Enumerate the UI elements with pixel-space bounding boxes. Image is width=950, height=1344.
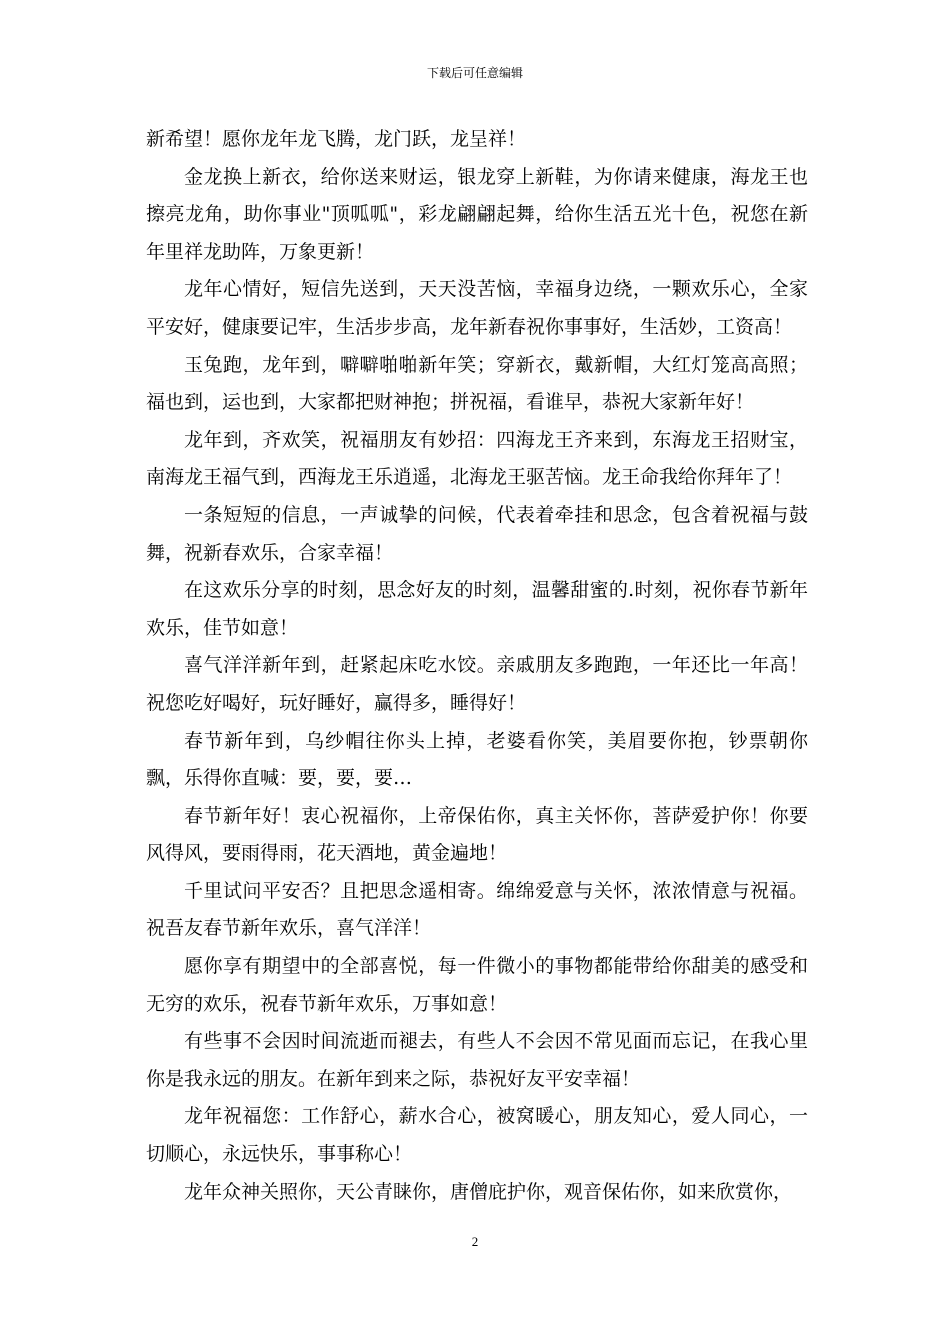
paragraph: 春节新年好！衷心祝福你，上帝保佑你，真主关怀你，菩萨爱护你！你要风得风，要雨得雨，花天酒地，黄金遍地！ [146,804,808,865]
paragraph: 愿你享有期望中的全部喜悦，每一件微小的事物都能带给你甜美的感受和无穷的欢乐，祝春节新年欢乐，万事如意！ [146,955,808,1015]
paragraph: 玉兔跑，龙年到，噼噼啪啪新年笑；穿新衣，戴新帽，大红灯笼高高照；福也到，运也到，大家都把财神抱；拼祝福，看谁早，恭祝大家新年好！ [146,353,808,414]
paragraph: 喜气洋洋新年到，赶紧起床吃水饺。亲戚朋友多跑跑，一年还比一年高！祝您吃好喝好，玩好睡好，赢得多，睡得好！ [146,654,808,714]
paragraph: 金龙换上新衣，给你送来财运，银龙穿上新鞋，为你请来健康，海龙王也擦亮龙角，助你事业"顶呱呱"，彩龙翩翩起舞，给你生活五光十色，祝您在新年里祥龙助阵，万象更新！ [146,165,808,263]
paragraph: 龙年到，齐欢笑，祝福朋友有妙招：四海龙王齐来到，东海龙王招财宝，南海龙王福气到，西海龙王乐逍遥，北海龙王驱苦恼。龙王命我给你拜年了！ [146,428,808,489]
page-number: 2 [471,1234,479,1249]
paragraph: 龙年心情好，短信先送到，天天没苦恼，幸福身边绕，一颗欢乐心，全家平安好，健康要记牢，生活步步高，龙年新春祝你事事好，生活妙，工资高！ [146,278,808,338]
paragraph: 龙年众神关照你，天公青睐你，唐僧庇护你，观音保佑你，如来欣赏你， [184,1180,793,1203]
paragraph: 在这欢乐分享的时刻，思念好友的时刻，温馨甜蜜的.时刻，祝你春节新年欢乐，佳节如意！ [146,579,808,639]
paragraph: 新希望！愿你龙年龙飞腾，龙门跃，龙呈祥！ [146,128,527,150]
paragraph: 千里试问平安否？且把思念遥相寄。绵绵爱意与关怀，浓浓情意与祝福。祝吾友春节新年欢乐，喜气洋洋！ [146,879,808,940]
paragraph: 龙年祝福您：工作舒心，薪水合心，被窝暖心，朋友知心，爱人同心，一切顺心，永远快乐，事事称心！ [146,1105,808,1166]
paragraph: 一条短短的信息，一声诚挚的问候，代表着牵挂和思念，包含着祝福与鼓舞，祝新春欢乐，合家幸福！ [146,503,808,564]
body-text [146,121,808,1211]
page-header: 下载后可任意编辑 [426,66,523,80]
paragraph: 有些事不会因时间流逝而褪去，有些人不会因不常见面而忘记，在我心里你是我永远的朋友。在新年到来之际，恭祝好友平安幸福！ [146,1030,808,1090]
paragraph: 春节新年到，乌纱帽往你头上掉，老婆看你笑，美眉要你抱，钞票朝你飘，乐得你直喊：要，要，要… [146,729,808,790]
